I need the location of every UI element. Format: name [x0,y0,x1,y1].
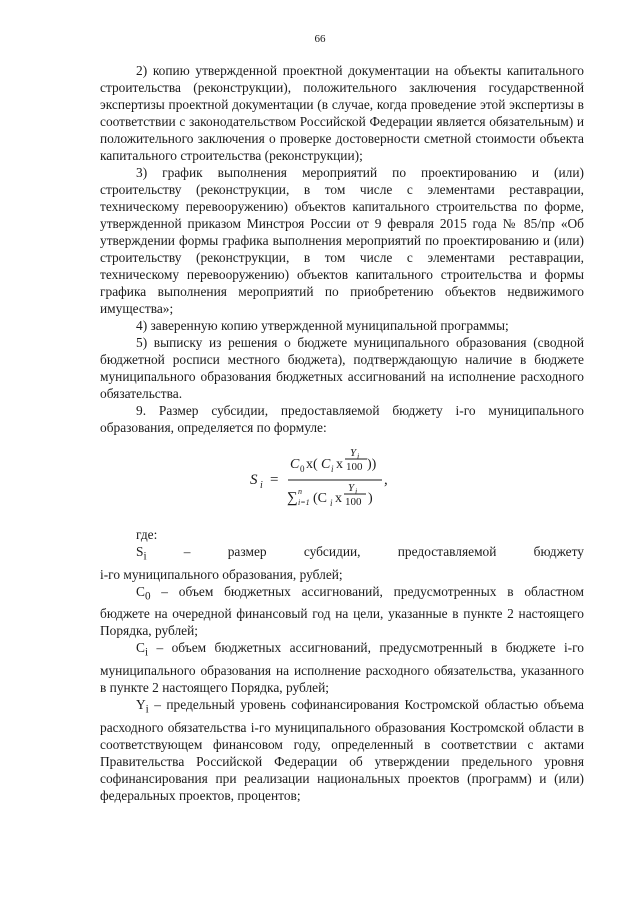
formula-num-c0-sub: 0 [300,464,305,474]
definition-c0-sub: 0 [144,590,151,603]
formula-den-inner-num: Y [348,482,355,494]
definition-si-firstline [100,543,584,566]
formula-sum-top: n [298,487,302,496]
formula-den-inner-den: 100 [345,496,362,508]
formula-inner-num: Y [350,447,357,459]
formula-num-c0: C [290,457,300,472]
definition-si-symbol: S [136,544,144,559]
definition-si-sub: i [143,550,147,563]
definition-si-rest: i-го муниципального образования, рублей; [100,566,343,582]
formula-den-inner-num-sub: i [355,487,358,496]
definition-c0 [100,583,584,640]
formula-lhs: S [250,472,258,488]
formula-num-close: )) [367,457,377,472]
formula-graphic [250,438,520,524]
definition-si-word: бюджету [533,544,584,559]
paragraph-clause-9: 9. Размер субсидии, предоставляемой бюджету i-го муниципального образования, определяется по формуле: [100,403,584,435]
definition-si-word: размер [227,544,267,559]
formula-num-x1: x( [306,457,318,472]
definition-si-word: предоставляемой [397,544,497,559]
definition-ci-symbol: C [136,640,145,656]
formula-den-open: (C [313,491,327,506]
formula-lhs-sub: i [260,480,263,491]
definition-si-symbol-wrap [136,543,147,566]
definition-yi [100,696,584,804]
definition-ci-sub: i [144,647,149,660]
formula-equals: = [270,472,279,488]
paragraph-item-4: 4) заверенную копию утвержденной муниципальной программы; [136,318,509,333]
formula-trailing-comma: , [384,472,388,488]
formula-num-ci-sub: i [331,464,334,474]
paragraph-item-5: 5) выписку из решения о бюджете муниципального образования (сводной бюджетной росписи местного бюджета), подтверждающую наличие в бюджете муниципального образования бюджетных ассигнований на исполнение расходного обязательства. [100,335,584,401]
formula-inner-den: 100 [346,461,363,473]
definition-c0-symbol: C [136,583,145,599]
definition-si-word: субсидии, [303,544,361,559]
formula-sum-bottom: i=1 [298,498,310,507]
definition-yi-text: – предельный уровень софинансирования Костромской областью объема расходного обязательства i-го муниципального образования Костромской области в соответствующем финансовом году, определенный в соответствии с актами Правительства Российской Федерации об утверждении предельного уровня софинансирования при реализации национальных проектов (программ) и (или) федеральных проектов, процентов; [100,697,584,803]
definition-ci-text: – объем бюджетных ассигнований, предусмотренный в бюджете i-го муниципального образования на исполнение расходного обязательства, указанного в пункте 2 настоящего Порядка, рублей; [100,640,584,696]
page-number: 66 [314,33,326,45]
paragraph-item-2: 2) копию утвержденной проектной документации на объекты капитального строительства (реконструкции), положительного заключения государственной экспертизы проектной документации (в случае, когда проведение этой экспертизы в соответствии с законодательством Российской Федерации является обязательным) и положительного заключения о проверке достоверности сметной стоимости объекта капитального строительства (реконструкции); [100,63,584,163]
formula-den-close: ) [368,491,373,506]
formula-sum-sign: ∑ [287,490,298,506]
formula-inner-num-sub: i [357,452,360,461]
document-body [100,62,584,804]
subsidy-formula [100,436,584,526]
where-label: где: [136,527,158,542]
formula-num-ci: C [321,457,331,472]
paragraph-item-3: 3) график выполнения мероприятий по проектированию и (или) строительству (реконструкции, в том числе с элементами реставрации, техническому перевооружению) объектов капитального строительства по форме, утвержденной приказом Минстроя России от 9 февраля 2015 года № 85/пр «Об утверждении формы графика выполнения мероприятий по проектированию и (или) строительству (реконструкции, в том числе с элементами реставрации, техническому перевооружению) объектов капитального строительства и формы графика выполнения мероприятий по приобретению объектов недвижимого имущества»; [100,165,584,316]
definition-c0-text: – объем бюджетных ассигнований, предусмотренных в областном бюджете на очередной финансовый год на цели, указанные в пункте 2 настоящего Порядка, рублей; [100,583,584,639]
formula-den-x: x [335,491,342,506]
definition-si-word: – [183,544,191,559]
definition-ci [100,639,584,696]
definition-yi-sub: i [145,703,149,716]
formula-den-ci-sub: i [330,498,333,508]
definition-yi-symbol: Y [136,697,146,713]
formula-num-x2: x [336,457,343,472]
